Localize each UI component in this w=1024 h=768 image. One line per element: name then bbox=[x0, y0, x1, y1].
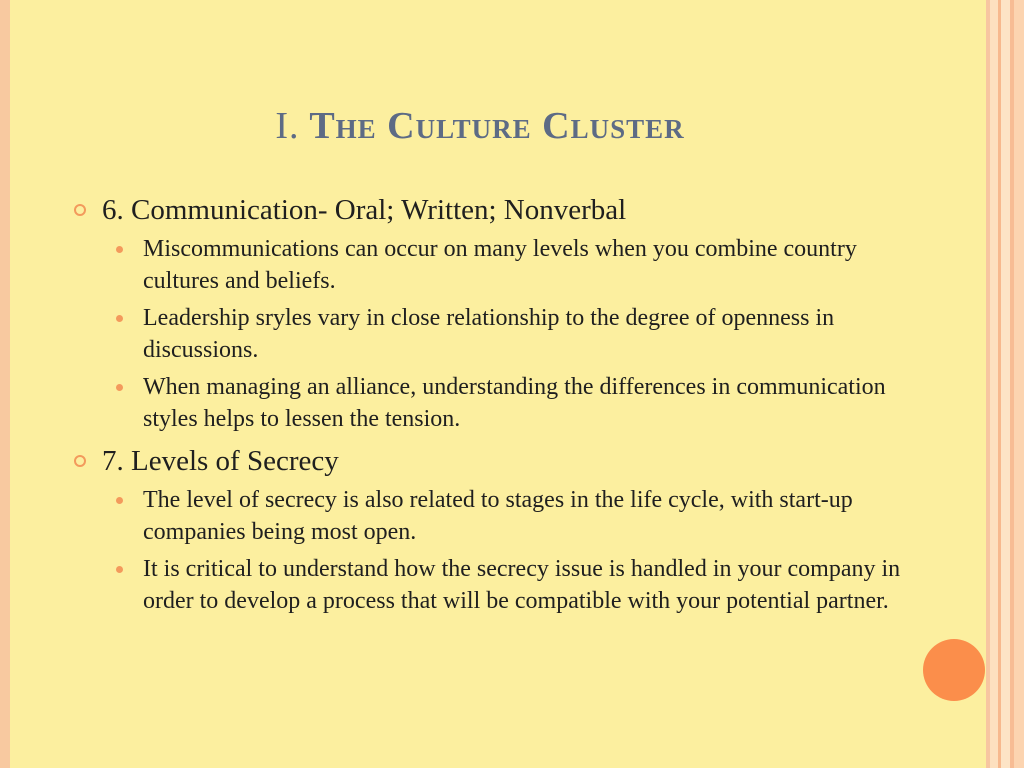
ring-bullet-icon bbox=[74, 204, 86, 216]
decor-stripe bbox=[1014, 0, 1024, 768]
sub-bullet-item bbox=[72, 371, 912, 435]
ring-bullet-icon bbox=[74, 455, 86, 467]
title-text: The Culture Cluster bbox=[309, 105, 685, 147]
sub-bullet-text: Miscommunications can occur on many levels when you combine country cultures and beliefs. bbox=[143, 236, 857, 294]
dot-bullet-icon bbox=[116, 384, 123, 391]
dot-bullet-icon bbox=[116, 315, 123, 322]
sub-bullet-item bbox=[72, 484, 912, 548]
sub-bullet-text: Leadership sryles vary in close relationship to the degree of openness in discussions. bbox=[143, 305, 835, 363]
sub-bullet-item bbox=[72, 233, 912, 297]
sub-bullet-item bbox=[72, 302, 912, 366]
bullet-item bbox=[72, 443, 912, 479]
dot-bullet-icon bbox=[116, 246, 123, 253]
decor-circle bbox=[923, 639, 985, 701]
sub-bullet-text: When managing an alliance, understanding the differences in communication styles helps to lessen the tension. bbox=[143, 374, 886, 432]
slide-body bbox=[72, 186, 912, 617]
dot-bullet-icon bbox=[116, 497, 123, 504]
sub-bullet-item bbox=[72, 553, 912, 617]
slide-title bbox=[10, 104, 950, 148]
sub-bullet-text: It is critical to understand how the secrecy issue is handled in your company in order to develop a process that will be compatible with your potential partner. bbox=[143, 556, 901, 614]
bullet-text: 6. Communication- Oral; Written; Nonverbal bbox=[102, 194, 627, 226]
title-number: I. bbox=[275, 105, 300, 147]
dot-bullet-icon bbox=[116, 566, 123, 573]
sub-bullet-text: The level of secrecy is also related to stages in the life cycle, with start-up companies being most open. bbox=[143, 487, 853, 545]
decor-stripe bbox=[1001, 0, 1010, 768]
bullet-item bbox=[72, 192, 912, 228]
bullet-text: 7. Levels of Secrecy bbox=[102, 445, 339, 477]
decor-stripe bbox=[990, 0, 998, 768]
